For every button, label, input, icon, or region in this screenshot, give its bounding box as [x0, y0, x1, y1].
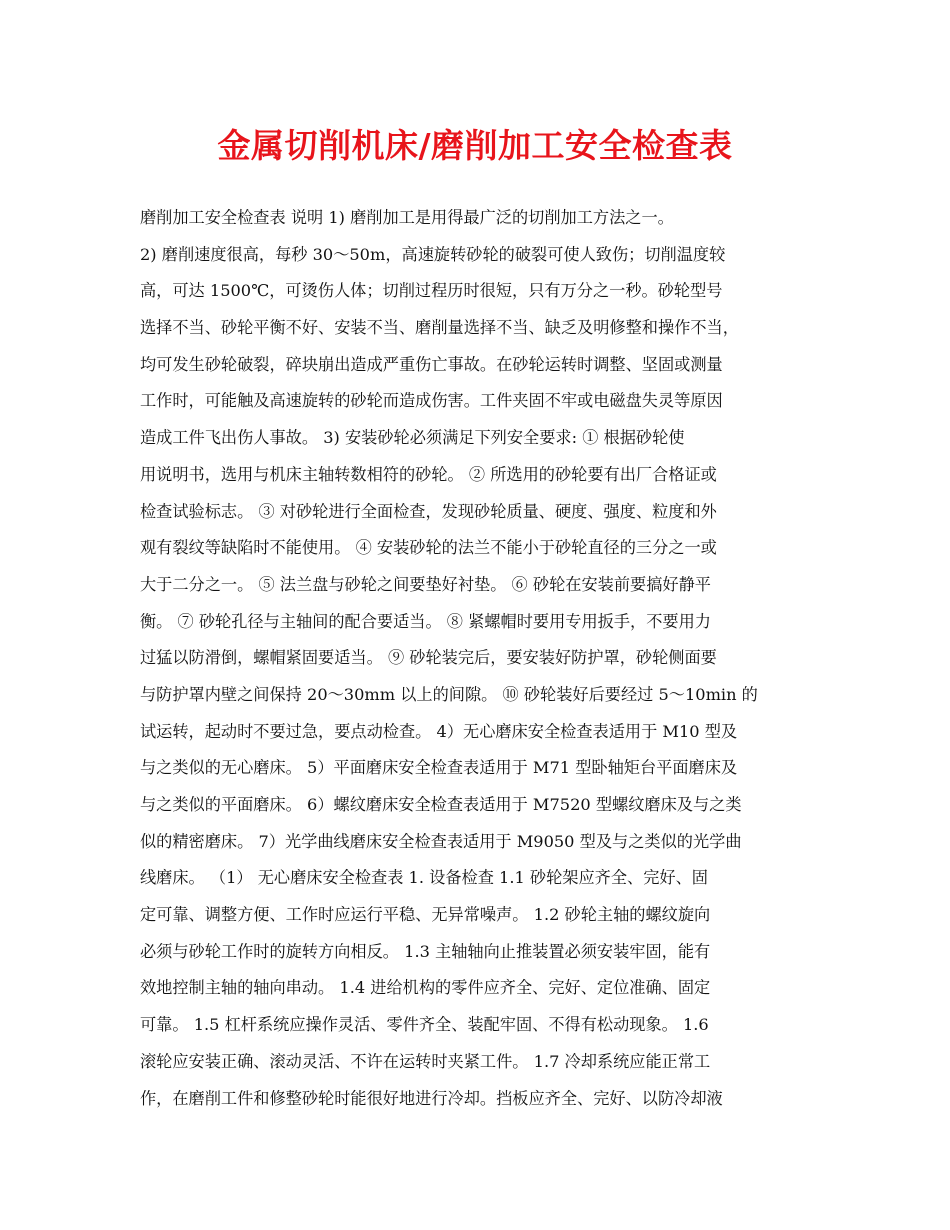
body-text-line: 似的精密磨床。 7）光学曲线磨床安全检查表适用于 M9050 型及与之类似的光学曲	[140, 831, 742, 851]
body-text-line: 检查试验标志。 ③ 对砂轮进行全面检查，发现砂轮质量、硬度、强度、粒度和外	[140, 501, 717, 521]
body-text-line: 与之类似的无心磨床。 5）平面磨床安全检查表适用于 M71 型卧轴矩台平面磨床及	[140, 758, 738, 778]
body-text-line: 作，在磨削工件和修整砂轮时能很好地进行冷却。挡板应齐全、完好、以防冷却液	[140, 1088, 723, 1108]
body-text-line: 选择不当、砂轮平衡不好、安装不当、磨削量选择不当、缺乏及明修整和操作不当，	[140, 318, 739, 338]
body-text-line: 造成工件飞出伤人事故。 3) 安装砂轮必须满足下列安全要求: ① 根据砂轮使	[140, 428, 685, 448]
body-text-line: 2) 磨削速度很高，每秒 30～50m，高速旋转砂轮的破裂可使人致伤；切削温度较	[140, 244, 726, 264]
body-text-line: 与之类似的平面磨床。 6）螺纹磨床安全检查表适用于 M7520 型螺纹磨床及与之类	[140, 795, 742, 814]
body-text-line: 定可靠、调整方便、工作时应运行平稳、无异常噪声。 1.2 砂轮主轴的螺纹旋向	[140, 905, 711, 925]
body-text-line: 均可发生砂轮破裂，碎块崩出造成严重伤亡事故。在砂轮运转时调整、坚固或测量	[140, 354, 723, 374]
body-text-line: 试运转，起动时不要过急，要点动检查。 4）无心磨床安全检查表适用于 M10 型及	[140, 721, 738, 741]
body-text-line: 高，可达 1500℃，可烫伤人体；切削过程历时很短，只有万分之一秒。砂轮型号	[140, 281, 723, 301]
body-text-line: 观有裂纹等缺陷时不能使用。 ④ 安装砂轮的法兰不能小于砂轮直径的三分之一或	[140, 538, 717, 558]
body-text-line: 过猛以防滑倒，螺帽紧固要适当。 ⑨ 砂轮装完后，要安装好防护罩，砂轮侧面要	[140, 648, 717, 668]
body-text-line: 用说明书，选用与机床主轴转数相符的砂轮。 ② 所选用的砂轮要有出厂合格证或	[140, 464, 717, 484]
body-text-line: 磨削加工安全检查表 说明 1) 磨削加工是用得最广泛的切削加工方法之一。	[140, 208, 674, 227]
body-text-line: 工作时，可能触及高速旋转的砂轮而造成伤害。工件夹固不牢或电磁盘失灵等原因	[140, 391, 723, 411]
body-text-line: 与防护罩内壁之间保持 20～30mm 以上的间隙。 ⑩ 砂轮装好后要经过 5～10min 的	[140, 684, 758, 704]
body-text-line: 效地控制主轴的轴向串动。 1.4 进给机构的零件应齐全、完好、定位准确、固定	[140, 978, 711, 998]
document-title: 金属切削机床/磨削加工安全检查表	[217, 126, 733, 165]
body-text-line: 大于二分之一。 ⑤ 法兰盘与砂轮之间要垫好衬垫。 ⑥ 砂轮在安装前要搞好静平	[140, 574, 711, 594]
body-text-line: 可靠。 1.5 杠杆系统应操作灵活、零件齐全、装配牢固、不得有松动现象。 1.6	[140, 1015, 709, 1035]
body-text-line: 必须与砂轮工作时的旋转方向相反。 1.3 主轴轴向止推装置必须安装牢固，能有	[140, 941, 711, 961]
body-text-line: 衡。 ⑦ 砂轮孔径与主轴间的配合要适当。 ⑧ 紧螺帽时要用专用扳手，不要用力	[140, 611, 711, 631]
body-text-line: 滚轮应安装正确、滚动灵活、不许在运转时夹紧工件。 1.7 冷却系统应能正常工	[140, 1051, 711, 1071]
document-body	[140, 200, 810, 1117]
body-text-line: 线磨床。 （1） 无心磨床安全检查表 1. 设备检查 1.1 砂轮架应齐全、完好、固	[140, 868, 708, 888]
